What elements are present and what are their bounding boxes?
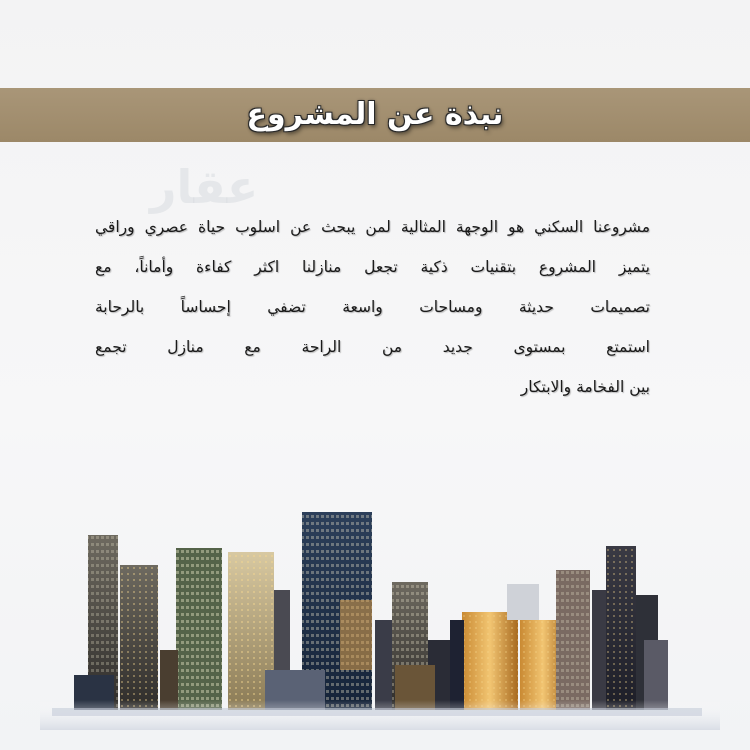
description-line: استمتع بمستوى جديد من الراحة مع منازل تجمع xyxy=(95,338,650,356)
description-line: بين الفخامة والابتكار xyxy=(520,378,650,396)
watermark-logo: عقار xyxy=(150,160,259,214)
city-skyline-icon xyxy=(0,500,750,730)
project-description xyxy=(95,207,650,407)
page-title: نبذة عن المشروع xyxy=(246,97,504,132)
description-line: تصميمات حديثة ومساحات واسعة تضفي إحساساً بالرحابة xyxy=(95,298,650,316)
description-line: يتميز المشروع بتقنيات ذكية تجعل منازلنا اكثر كفاءة وأماناً، مع xyxy=(95,258,650,276)
description-line: مشروعنا السكني هو الوجهة المثالية لمن يبحث عن اسلوب حياة عصري وراقي xyxy=(95,218,650,236)
title-banner xyxy=(0,88,750,142)
